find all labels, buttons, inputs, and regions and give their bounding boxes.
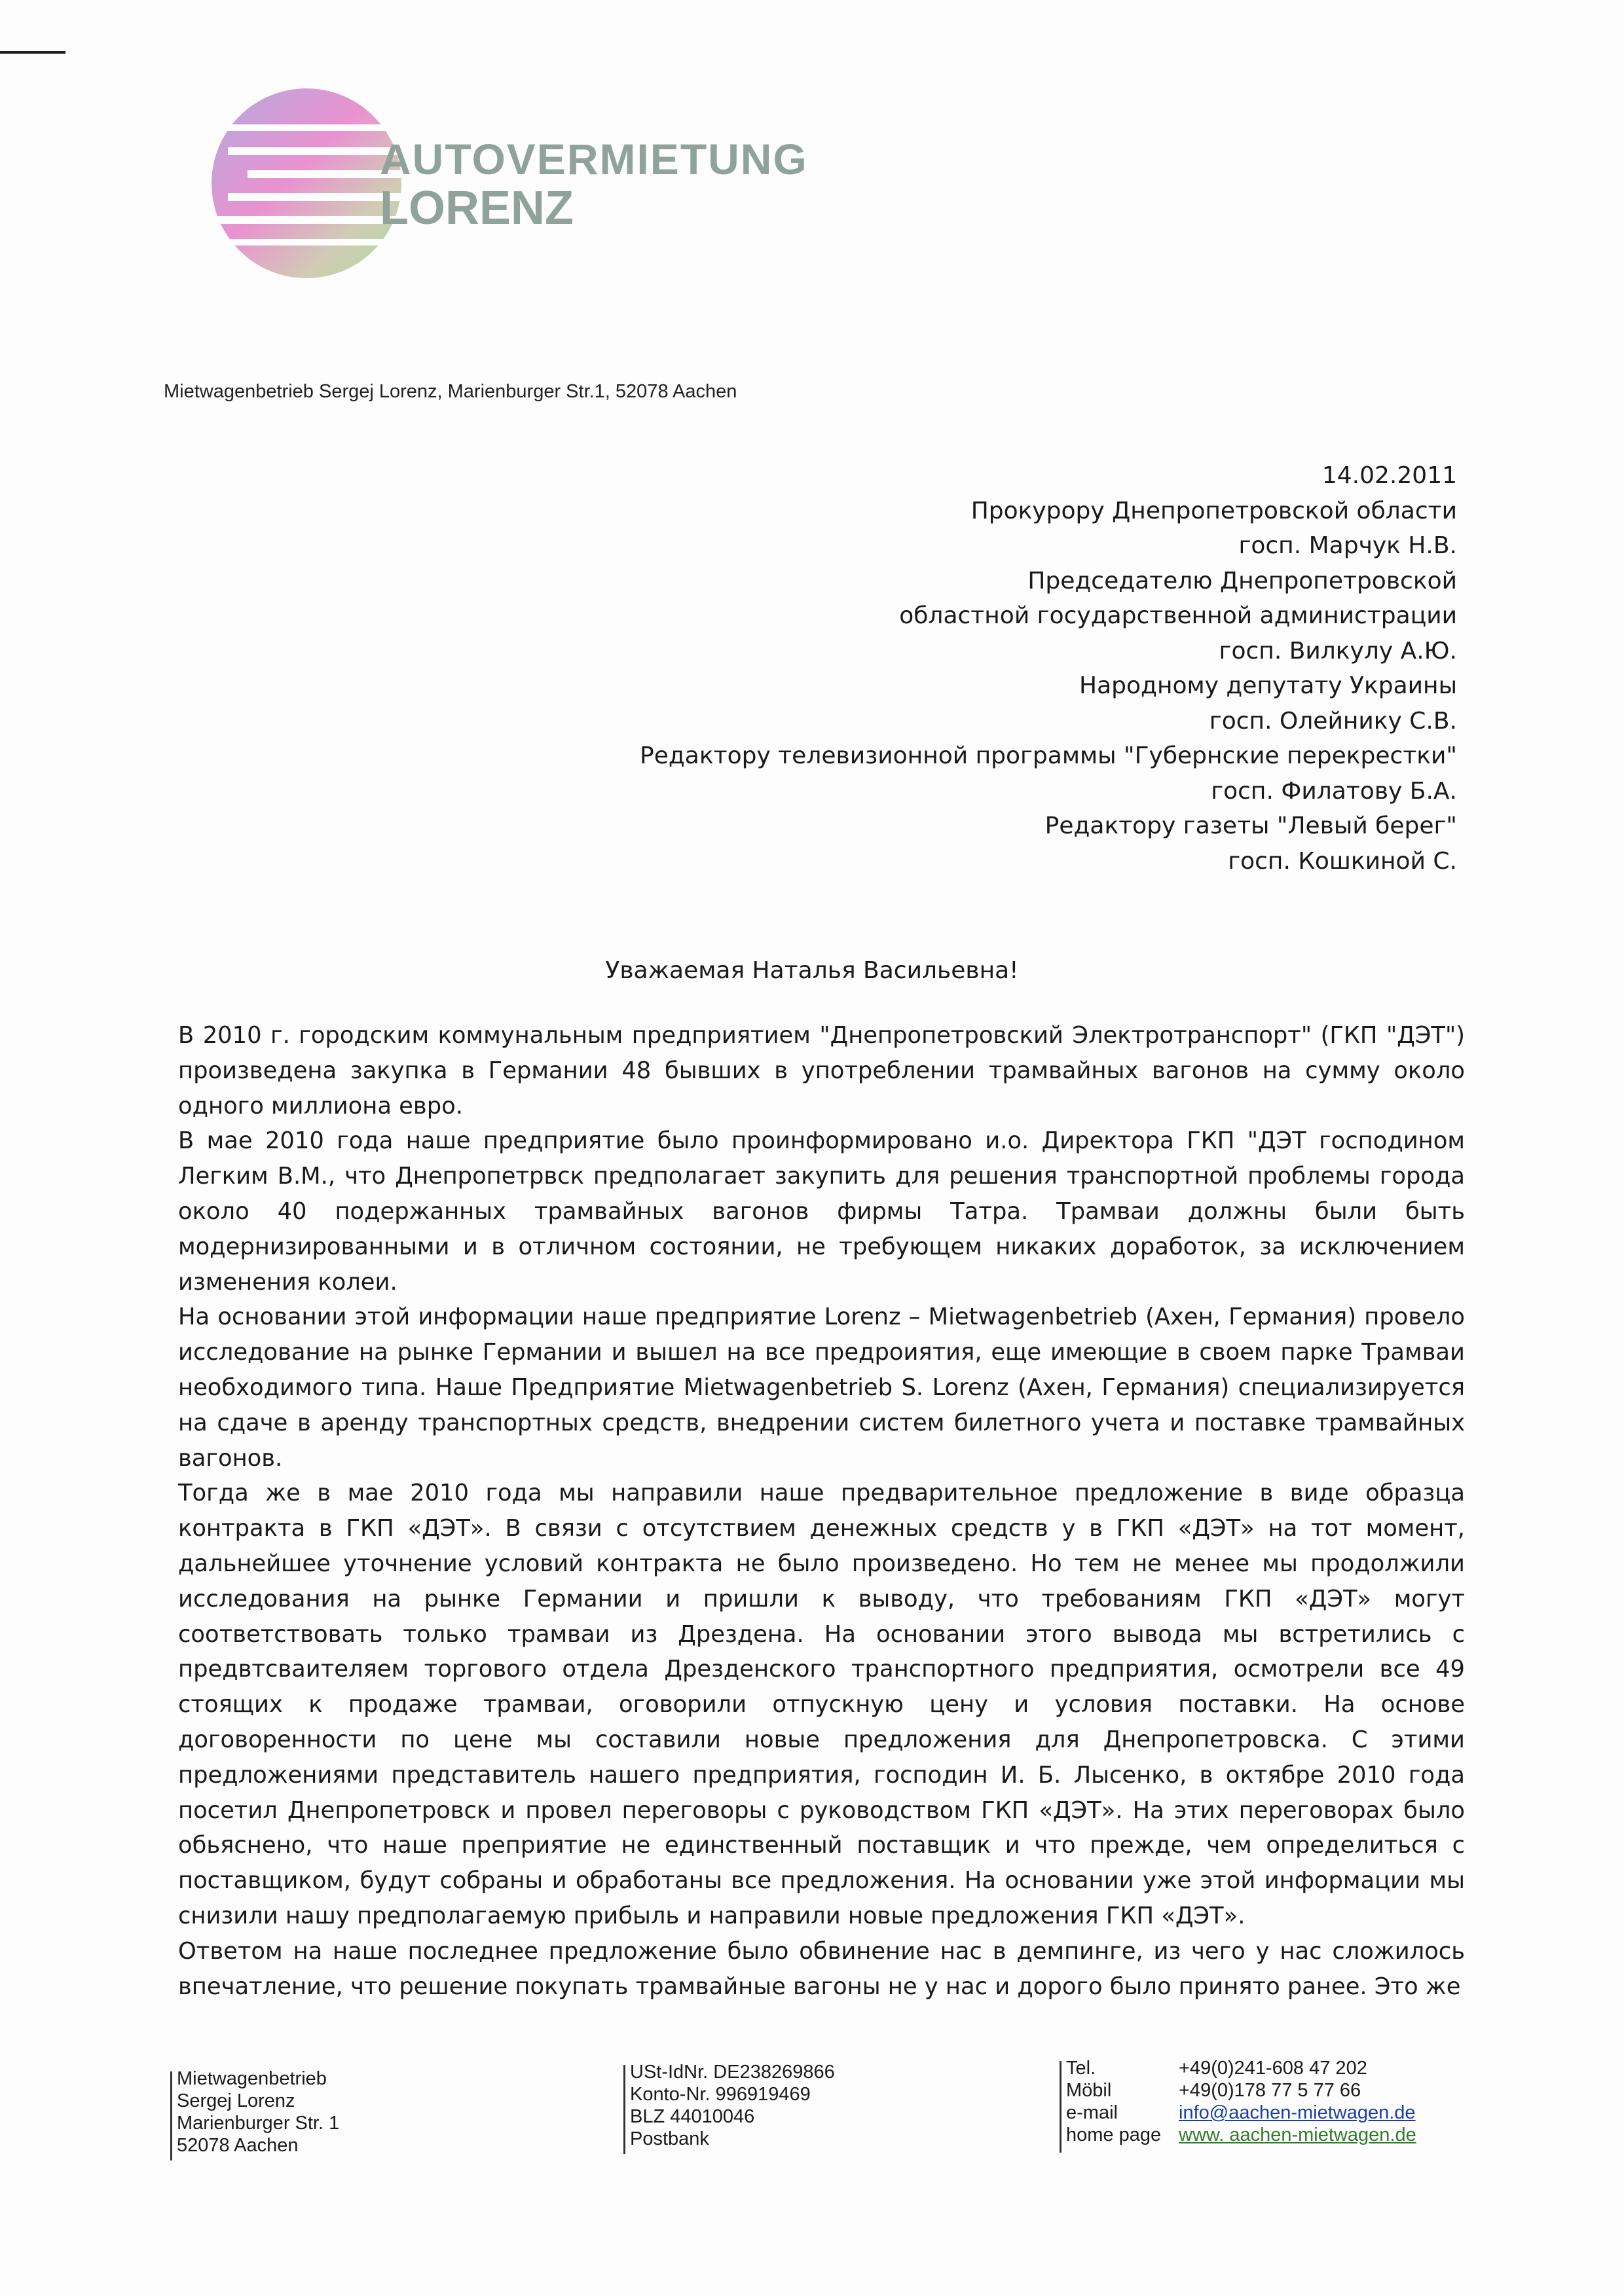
company-logo-icon xyxy=(208,85,405,282)
sender-address-line: Mietwagenbetrieb Sergej Lorenz, Marienburger Str.1, 52078 Aachen xyxy=(164,381,737,402)
footer-contacts xyxy=(1066,2057,1416,2146)
footer-bank-line: USt-IdNr. DE238269866 xyxy=(630,2062,835,2083)
recipient-line: Редактору газеты "Левый берег" xyxy=(1044,812,1457,839)
homepage-link[interactable]: www. aachen-mietwagen.de xyxy=(1179,2124,1416,2145)
footer-company-line: Sergej Lorenz xyxy=(177,2090,295,2111)
recipient-line: госп. Филатову Б.А. xyxy=(1211,777,1457,805)
logo-line-1: AUTOVERMIETUNG xyxy=(380,135,808,183)
recipients-block xyxy=(640,458,1457,879)
body-paragraph: Ответом на наше последнее предложение было обвинение нас в демпинге, из чего у нас сложилось впечатление, что решение покупать трамвайные вагоны не у нас и дорого было принято ранее. Это же xyxy=(178,1937,1465,2000)
footer-company-line: Marienburger Str. 1 xyxy=(177,2113,340,2134)
footer-divider xyxy=(623,2065,625,2154)
body-paragraph: В 2010 г. городским коммунальным предприятием "Днепропетровский Электротранспорт" (ГКП "ДЭТ") произведена закупка в Германии 48 бывших в употреблении трамвайных вагонов на сумму около одного миллиона евро. xyxy=(178,1022,1465,1120)
recipient-line: Редактору телевизионной программы "Губернские перекрестки" xyxy=(640,742,1457,769)
contact-row-mobile xyxy=(1066,2079,1416,2102)
recipient-line: госп. Марчук Н.В. xyxy=(1238,532,1457,559)
contact-value: +49(0)241-608 47 202 xyxy=(1179,2058,1367,2079)
body-paragraph: На основании этой информации наше предприятие Lorenz – Mietwagenbetrieb (Ахен, Германия) провело исследование на рынке Германии и вышел на все предроиятия, еще имеющие в своем парке Трамваи необходимого типа. Наше Предприятие Mietwagenbetrieb S. Lorenz (Ахен, Германия) специализируется на сдаче в аренду транспортных средств, внедрении систем билетного учета и поставке трамвайных вагонов. xyxy=(178,1303,1465,1472)
recipient-line: областной государственной администрации xyxy=(899,602,1457,629)
letter-body xyxy=(178,1018,1465,2004)
salutation: Уважаемая Наталья Васильевна! xyxy=(605,957,1019,984)
contact-row-phone xyxy=(1066,2057,1416,2079)
recipient-line: госп. Кошкиной С. xyxy=(1228,847,1457,875)
footer-bank-line: Postbank xyxy=(630,2128,709,2149)
footer-bank-line: Konto-Nr. 996919469 xyxy=(630,2084,811,2105)
email-link[interactable]: info@aachen-mietwagen.de xyxy=(1179,2102,1416,2123)
footer-divider xyxy=(170,2071,172,2160)
recipient-line: Народному депутату Украины xyxy=(1079,672,1457,699)
footer-company-line: Mietwagenbetrieb xyxy=(177,2068,327,2089)
contact-label: home page xyxy=(1066,2124,1162,2145)
contact-label: Tel. xyxy=(1066,2058,1096,2079)
contact-label: e-mail xyxy=(1066,2102,1118,2123)
contact-label: Möbil xyxy=(1066,2080,1112,2101)
logo-line-2: LORENZ xyxy=(380,182,574,234)
logo-wordmark xyxy=(380,137,808,232)
recipient-line: Председателю Днепропетровской xyxy=(1027,567,1457,594)
recipient-line: госп. Вилкулу А.Ю. xyxy=(1219,637,1457,665)
recipient-line: госп. Олейнику С.В. xyxy=(1209,707,1457,735)
contact-value: +49(0)178 77 5 77 66 xyxy=(1179,2080,1361,2101)
scan-edge-mark xyxy=(0,51,65,54)
letter-date: 14.02.2011 xyxy=(1321,462,1457,489)
footer-bank-line: BLZ 44010046 xyxy=(630,2106,755,2127)
contact-row-email xyxy=(1066,2102,1416,2124)
footer-divider xyxy=(1060,2061,1061,2153)
footer-company xyxy=(177,2068,339,2157)
footer-company-line: 52078 Aachen xyxy=(177,2135,299,2156)
footer-bank xyxy=(630,2061,835,2150)
body-paragraph: В мае 2010 года наше предприятие было проинформировано и.о. Директора ГКП "ДЭТ господином Легким В.М., что Днепропетрвск предполагает закупить для решения транспортной проблемы города около 40 подержанных трамвайных вагонов фирмы Татра. Трамваи должны были быть модернизированными и в отличном состоянии, не требующем никаких доработок, за исключением изменения колеи. xyxy=(178,1127,1465,1296)
body-paragraph: Тогда же в мае 2010 года мы направили наше предварительное предложение в виде образца контракта в ГКП «ДЭТ». В связи с отсутствием денежных средств у в ГКП «ДЭТ» на тот момент, дальнейшее уточнение условий контракта не было произведено. Но тем не менее мы продолжили исследования на рынке Германии и пришли к выводу, что требованиям ГКП «ДЭТ» могут соответствовать только трамваи из Дрездена. На основании этого вывода мы встретились с предвтсваителяем торгового отдела Дрезденского транспортного предприятия, осмотрели все 49 стоящих к продаже трамваи, оговорили отпускную цену и условия поставки. На основе договоренности по цене мы составили новые предложения для Днепропетровска. С этими предложениями представитель нашего предприятия, господин И. Б. Лысенко, в октябре 2010 года посетил Днепропетровск и провел переговоры с руководством ГКП «ДЭТ». На этих переговорах было обьяснено, что наше преприятие не единственный поставщик и что прежде, чем определиться с поставщиком, будут собраны и обработаны все предложения. На основании уже этой информации мы снизили нашу предполагаемую прибыль и направили новые предложения ГКП «ДЭТ». xyxy=(178,1480,1465,1929)
recipient-line: Прокурору Днепропетровской области xyxy=(970,497,1457,524)
contact-row-homepage xyxy=(1066,2124,1416,2146)
